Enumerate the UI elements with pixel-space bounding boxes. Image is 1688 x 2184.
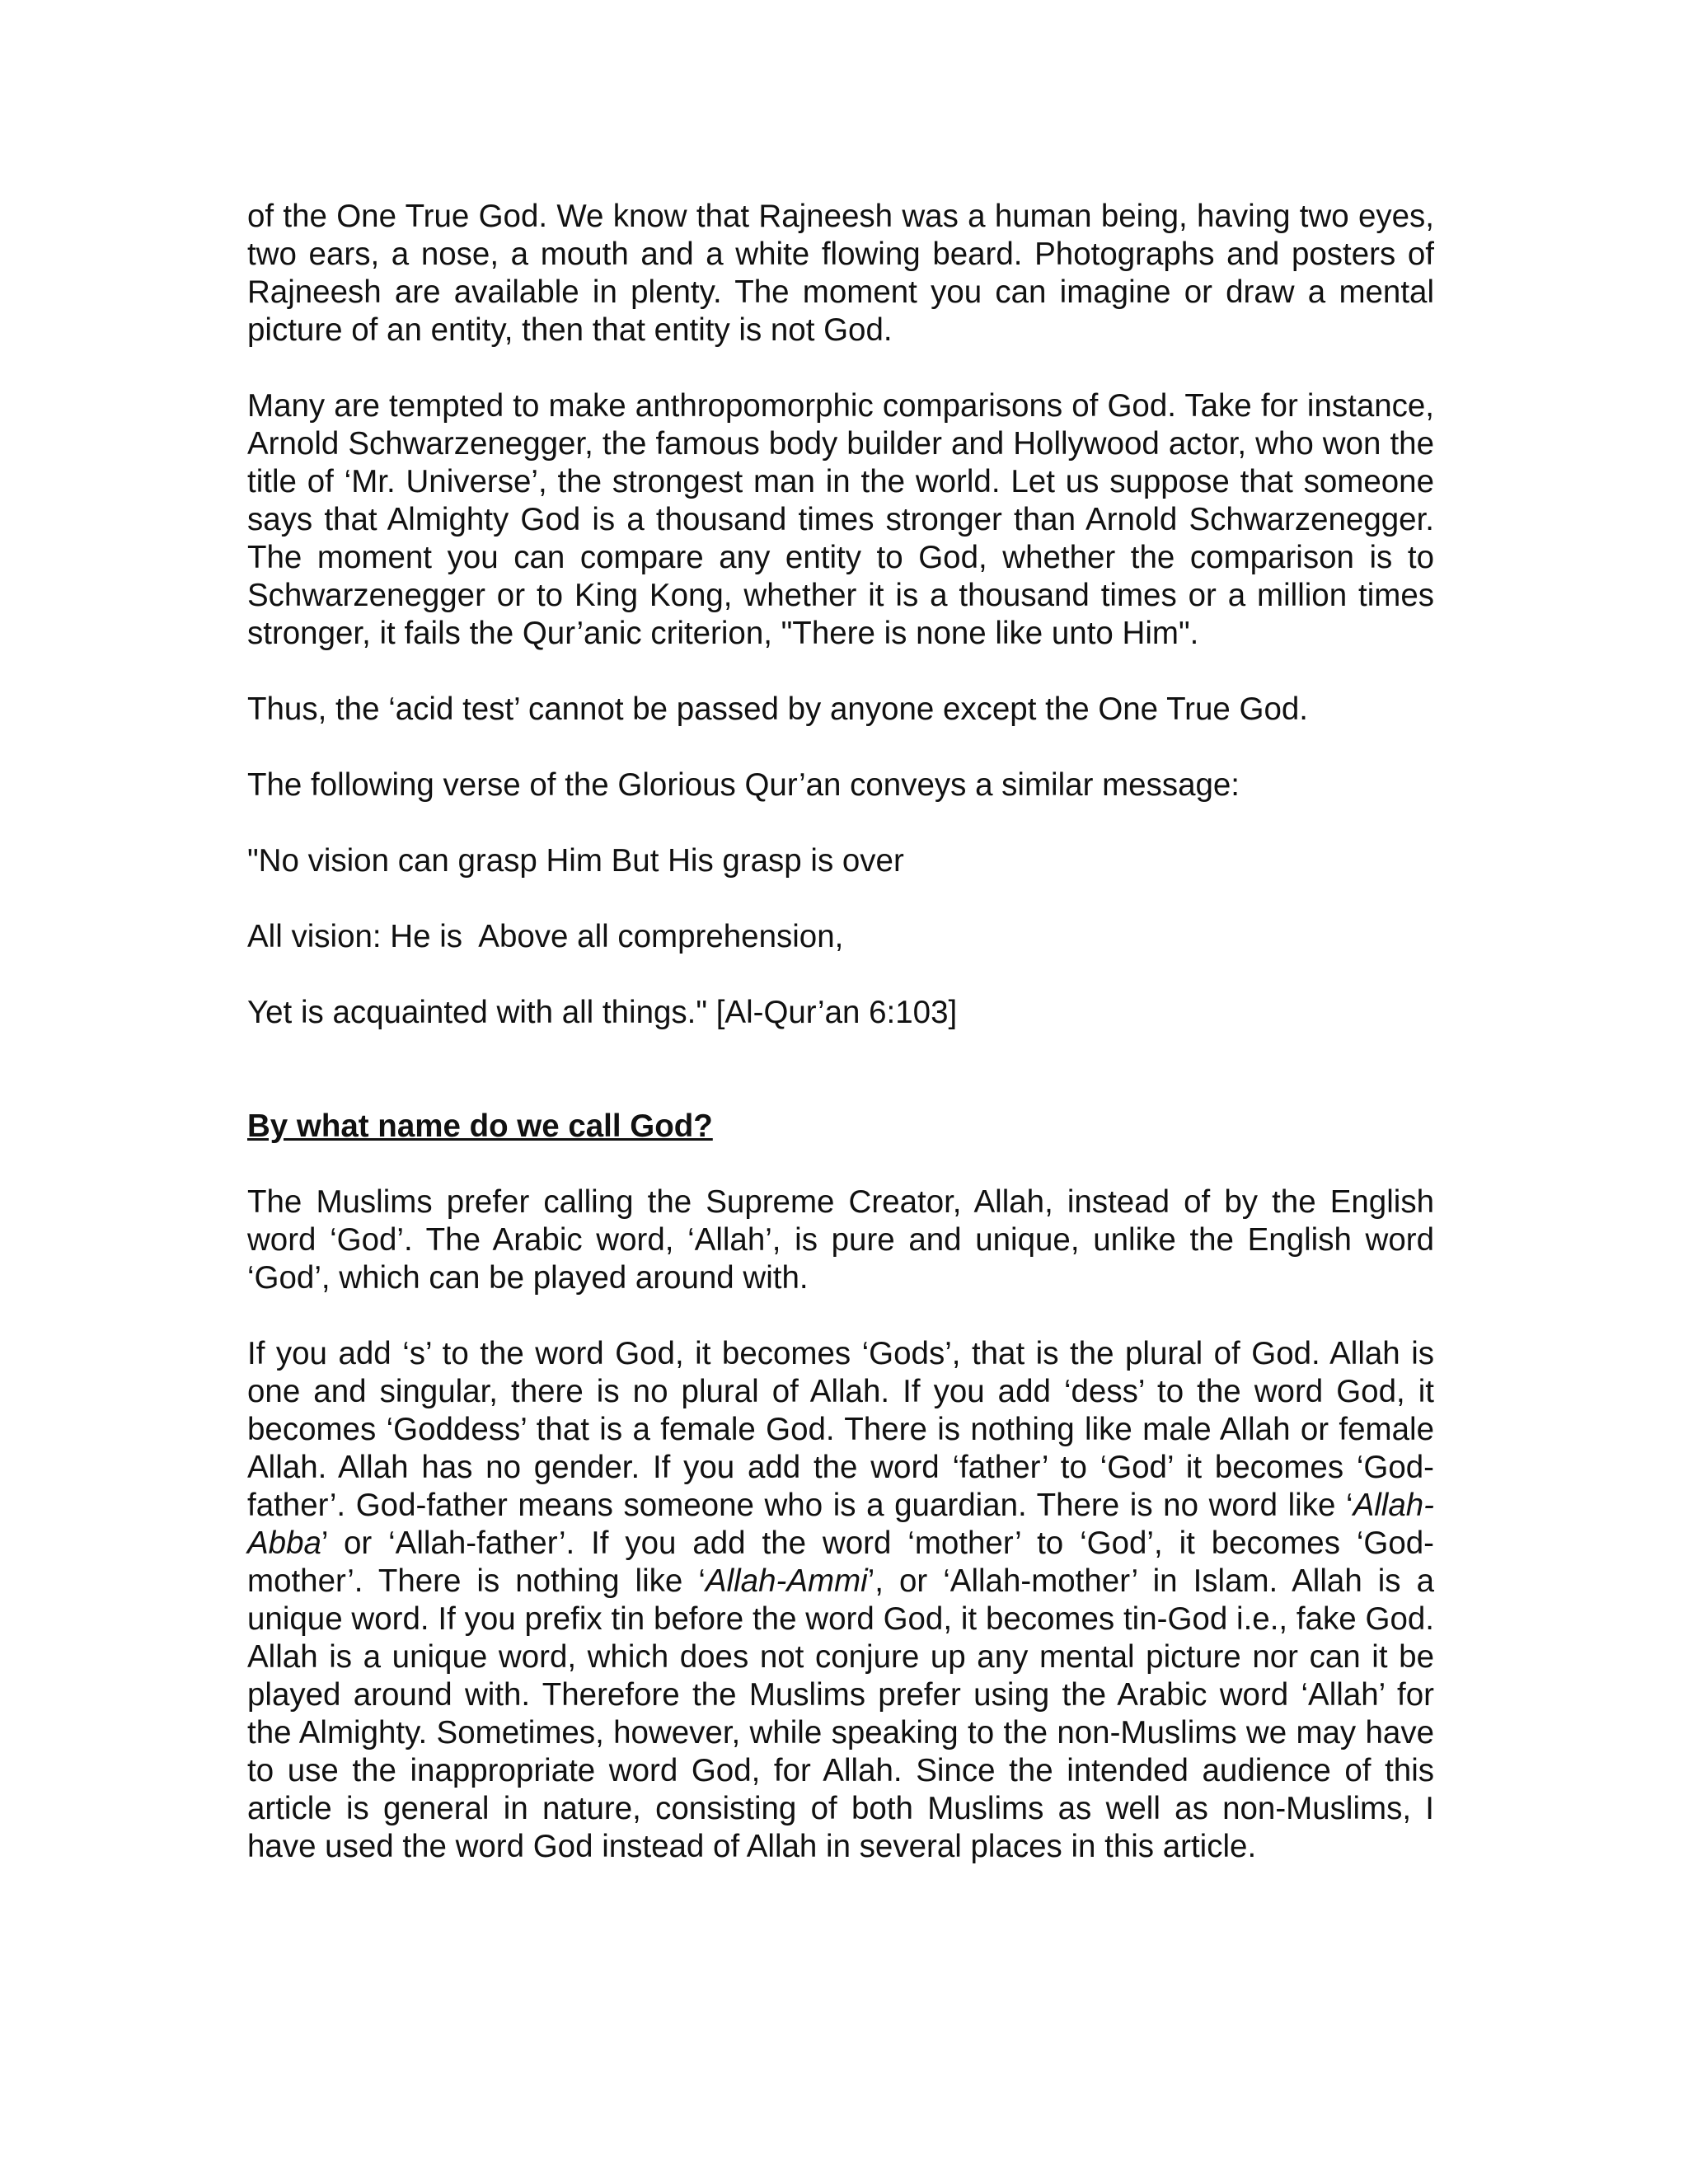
paragraph-plural-gender [247, 1335, 1434, 1866]
italic-term-allah-abba: Allah-Abba [247, 1488, 1434, 1561]
paragraph-segment: ’, or ‘Allah-mother’ in Islam. Allah is a unique word. If you prefix tin before the word God, it becomes tin-God i.e., fake God. Allah is a unique word, which does not conjure up any mental picture nor can it be played around with. Therefore the Muslims prefer using the Arabic word ‘Allah’ for the Almighty. Sometimes, however, while speaking to the non-Muslims we may have to use the inappropriate word God, for Allah. Since the intended audience of this article is general in nature, consisting of both Muslims as well as non-Muslims, I have used the word God instead of Allah in several places in this article. [247, 1563, 1434, 1864]
quote-line-2: All vision: He is Above all comprehension, [247, 919, 844, 954]
section-heading: By what name do we call God? [247, 1108, 713, 1144]
paragraph-segment: ’ or ‘Allah-father’. If you add the word ‘mother’ to ‘God’, it becomes ‘God-mother’. There is nothing like ‘ [247, 1526, 1434, 1599]
paragraph-acid-test: Thus, the ‘acid test’ cannot be passed by anyone except the One True God. [247, 691, 1308, 727]
paragraph-segment: If you add ‘s’ to the word God, it becomes ‘Gods’, that is the plural of God. Allah is one and singular, there is no plural of Allah. If you add ‘dess’ to the word God, it becomes ‘Goddess’ that is a female God. There is nothing like male Allah or female Allah. Allah has no gender. If you add the word ‘father’ to ‘God’ it becomes ‘God-father’. God-father means someone who is a guardian. There is no word like ‘ [247, 1336, 1434, 1523]
paragraph-verse-intro: The following verse of the Glorious Qur’an conveys a similar message: [247, 767, 1240, 803]
document-page [247, 198, 1434, 1866]
quote-line-3: Yet is acquainted with all things." [Al-Qur’an 6:103] [247, 995, 958, 1030]
paragraph-allah-name: The Muslims prefer calling the Supreme Creator, Allah, instead of by the English word ‘God’. The Arabic word, ‘Allah’, is pure and unique, unlike the English word ‘God’, which can be played around with. [247, 1184, 1434, 1296]
paragraph-anthropomorphic: Many are tempted to make anthropomorphic comparisons of God. Take for instance, Arnold Schwarzenegger, the famous body builder and Hollywood actor, who won the title of ‘Mr. Universe’, the strongest man in the world. Let us suppose that someone says that Almighty God is a thousand times stronger than Arnold Schwarzenegger. The moment you can compare any entity to God, whether the comparison is to Schwarzenegger or to King Kong, whether it is a thousand times or a million times stronger, it fails the Qur’anic criterion, "There is none like unto Him". [247, 388, 1434, 651]
paragraph-rajneesh: of the One True God. We know that Rajneesh was a human being, having two eyes, two ears, a nose, a mouth and a white flowing beard. Photographs and posters of Rajneesh are available in plenty. The moment you can imagine or draw a mental picture of an entity, then that entity is not God. [247, 199, 1434, 348]
italic-term-allah-ammi: Allah-Ammi [705, 1563, 868, 1599]
quote-line-1: "No vision can grasp Him But His grasp is over [247, 843, 904, 879]
